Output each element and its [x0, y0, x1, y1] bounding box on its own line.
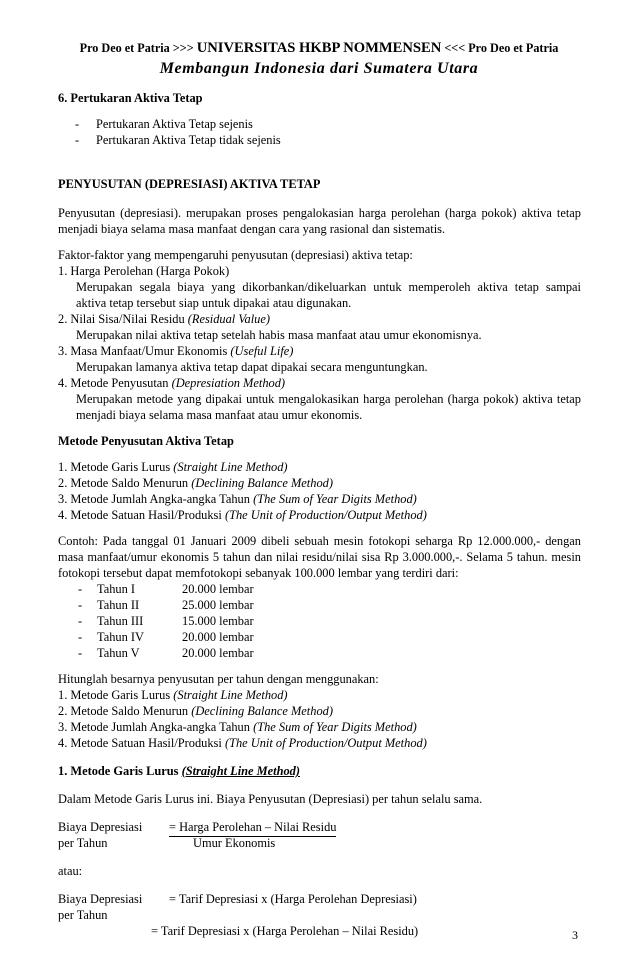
page-number: 3 [572, 928, 578, 942]
tahun-amount: 20.000 lembar [182, 630, 254, 644]
metode-title: Metode Penyusutan Aktiva Tetap [58, 434, 234, 448]
page-header [0, 40, 638, 57]
factor-2-line-1: Merupakan nilai aktiva tetap setelah habis masa manfaat atau umur ekonomisnya. [76, 328, 482, 342]
bullet-dash: - [78, 630, 83, 644]
factor-2-title-text: 2. Nilai Sisa/Nilai Residu [58, 312, 185, 326]
hitung-item-4-text: 4. Metode Satuan Hasil/Produksi [58, 736, 222, 750]
contoh-line-2: masa manfaat/umur ekonomis 5 tahun dan nilai residu/nilai sisa Rp 3.000.000,-. Selama 5 tahun. mesin [58, 550, 581, 564]
metode-item-1-italic: (Straight Line Method) [173, 460, 288, 474]
header-left: Pro Deo et Patria >>> [79, 41, 194, 55]
atau-label: atau: [58, 864, 83, 878]
hitung-item-3-italic: (The Sum of Year Digits Method) [253, 720, 417, 734]
formula-2-eq-1: = Tarif Depresiasi x (Harga Perolehan Depresiasi) [169, 892, 417, 906]
metode-item-4 [58, 508, 427, 523]
metode-item-3-text: 3. Metode Jumlah Angka-angka Tahun [58, 492, 250, 506]
metode-item-2-text: 2. Metode Saldo Menurun [58, 476, 189, 490]
garis-lurus-desc: Dalam Metode Garis Lurus ini. Biaya Penyusutan (Depresiasi) per tahun selalu sama. [58, 792, 483, 806]
bullet-dash: - [78, 614, 83, 628]
tahun-label: Tahun V [97, 646, 140, 660]
tahun-label: Tahun IV [97, 630, 144, 644]
tahun-amount: 15.000 lembar [182, 614, 254, 628]
header-university: UNIVERSITAS HKBP NOMMENSEN [196, 40, 442, 56]
metode-item-2-italic: (Declining Balance Method) [191, 476, 333, 490]
garis-lurus-title-text: 1. Metode Garis Lurus [58, 764, 179, 778]
bullet-dash: - [78, 598, 83, 612]
bullet-dash: - [75, 133, 80, 147]
factor-3-title-italic: (Useful Life) [230, 344, 294, 358]
section-6-item-2: Pertukaran Aktiva Tetap tidak sejenis [96, 133, 281, 147]
hitung-item-4-italic: (The Unit of Production/Output Method) [224, 736, 427, 750]
formula-1-label-2: per Tahun [58, 836, 108, 850]
penyusutan-para-line-1: Penyusutan (depresiasi). merupakan proses pengalokasian harga perolehan (harga pokok) aktiva tetap [58, 206, 581, 220]
tahun-label: Tahun II [97, 598, 140, 612]
hitung-intro: Hitunglah besarnya penyusutan per tahun dengan menggunakan: [58, 672, 379, 686]
tahun-label: Tahun III [97, 614, 144, 628]
formula-1-label: Biaya Depresiasi [58, 820, 143, 834]
tahun-amount: 25.000 lembar [182, 598, 254, 612]
hitung-item-3 [58, 720, 417, 735]
factor-3-title-text: 3. Masa Manfaat/Umur Ekonomis [58, 344, 228, 358]
hitung-item-1 [58, 688, 288, 703]
header-right: <<< Pro Deo et Patria [444, 41, 559, 55]
bullet-dash: - [78, 582, 83, 596]
factor-1-line-2: aktiva tetap tersebut siap untuk dipakai atau digunakan. [76, 296, 352, 310]
factor-1-title: 1. Harga Perolehan (Harga Pokok) [58, 264, 230, 278]
metode-item-3-italic: (The Sum of Year Digits Method) [253, 492, 417, 506]
hitung-item-2-italic: (Declining Balance Method) [191, 704, 333, 718]
factor-4-title-text: 4. Metode Penyusutan [58, 376, 169, 390]
hitung-item-1-italic: (Straight Line Method) [173, 688, 288, 702]
garis-lurus-title [58, 764, 300, 779]
contoh-line-3: fotokopi tersebut dapat memfotokopi sebanyak 100.000 lembar yang terdiri dari: [58, 566, 459, 580]
metode-item-1-text: 1. Metode Garis Lurus [58, 460, 171, 474]
tahun-label: Tahun I [97, 582, 136, 596]
bullet-dash: - [78, 646, 83, 660]
tahun-amount: 20.000 lembar [182, 582, 254, 596]
factor-4-line-1: Merupakan metode yang dipakai untuk mengalokasikan harga perolehan (harga pokok) aktiva tetap [76, 392, 581, 406]
hitung-item-2 [58, 704, 333, 719]
hitung-item-3-text: 3. Metode Jumlah Angka-angka Tahun [58, 720, 250, 734]
tahun-amount: 20.000 lembar [182, 646, 254, 660]
bullet-dash: - [75, 117, 80, 131]
section-6-title: 6. Pertukaran Aktiva Tetap [58, 91, 203, 105]
metode-item-3 [58, 492, 417, 507]
formula-2-label: Biaya Depresiasi [58, 892, 143, 906]
penyusutan-title: PENYUSUTAN (DEPRESIASI) AKTIVA TETAP [58, 177, 321, 191]
factor-4-title [58, 376, 285, 391]
contoh-line-1: Contoh: Pada tanggal 01 Januari 2009 dibeli sebuah mesin fotokopi seharga Rp 12.000.000,- dengan [58, 534, 581, 548]
formula-1-denominator: Umur Ekonomis [193, 836, 276, 850]
metode-item-1 [58, 460, 288, 475]
factor-2-title [58, 312, 270, 327]
header-motto: Membangun Indonesia dari Sumatera Utara [159, 60, 479, 77]
penyusutan-para-line-2: menjadi biaya selama masa manfaat dengan cara yang rasional dan sistematis. [58, 222, 446, 236]
hitung-item-1-text: 1. Metode Garis Lurus [58, 688, 171, 702]
metode-item-4-text: 4. Metode Satuan Hasil/Produksi [58, 508, 222, 522]
section-6-item-1: Pertukaran Aktiva Tetap sejenis [96, 117, 253, 131]
formula-1-numerator: = Harga Perolehan – Nilai Residu [169, 820, 336, 837]
factor-3-line-1: Merupakan lamanya aktiva tetap dapat dipakai secara menguntungkan. [76, 360, 428, 374]
formula-2-label-2: per Tahun [58, 908, 108, 922]
factor-1-line-1: Merupakan segala biaya yang dikorbankan/dikeluarkan untuk memperoleh aktiva tetap sampai [76, 280, 581, 294]
factor-2-title-italic: (Residual Value) [187, 312, 271, 326]
metode-item-2 [58, 476, 333, 491]
factors-intro: Faktor-faktor yang mempengaruhi penyusutan (depresiasi) aktiva tetap: [58, 248, 413, 262]
factor-4-title-italic: (Depresiation Method) [171, 376, 286, 390]
hitung-item-4 [58, 736, 427, 751]
metode-item-4-italic: (The Unit of Production/Output Method) [224, 508, 427, 522]
garis-lurus-title-italic: (Straight Line Method) [181, 764, 300, 778]
factor-3-title [58, 344, 293, 359]
hitung-item-2-text: 2. Metode Saldo Menurun [58, 704, 189, 718]
formula-2-eq-2: = Tarif Depresiasi x (Harga Perolehan – Nilai Residu) [151, 924, 419, 938]
factor-4-line-2: menjadi biaya selama masa manfaat atau umur ekonomis. [76, 408, 363, 422]
